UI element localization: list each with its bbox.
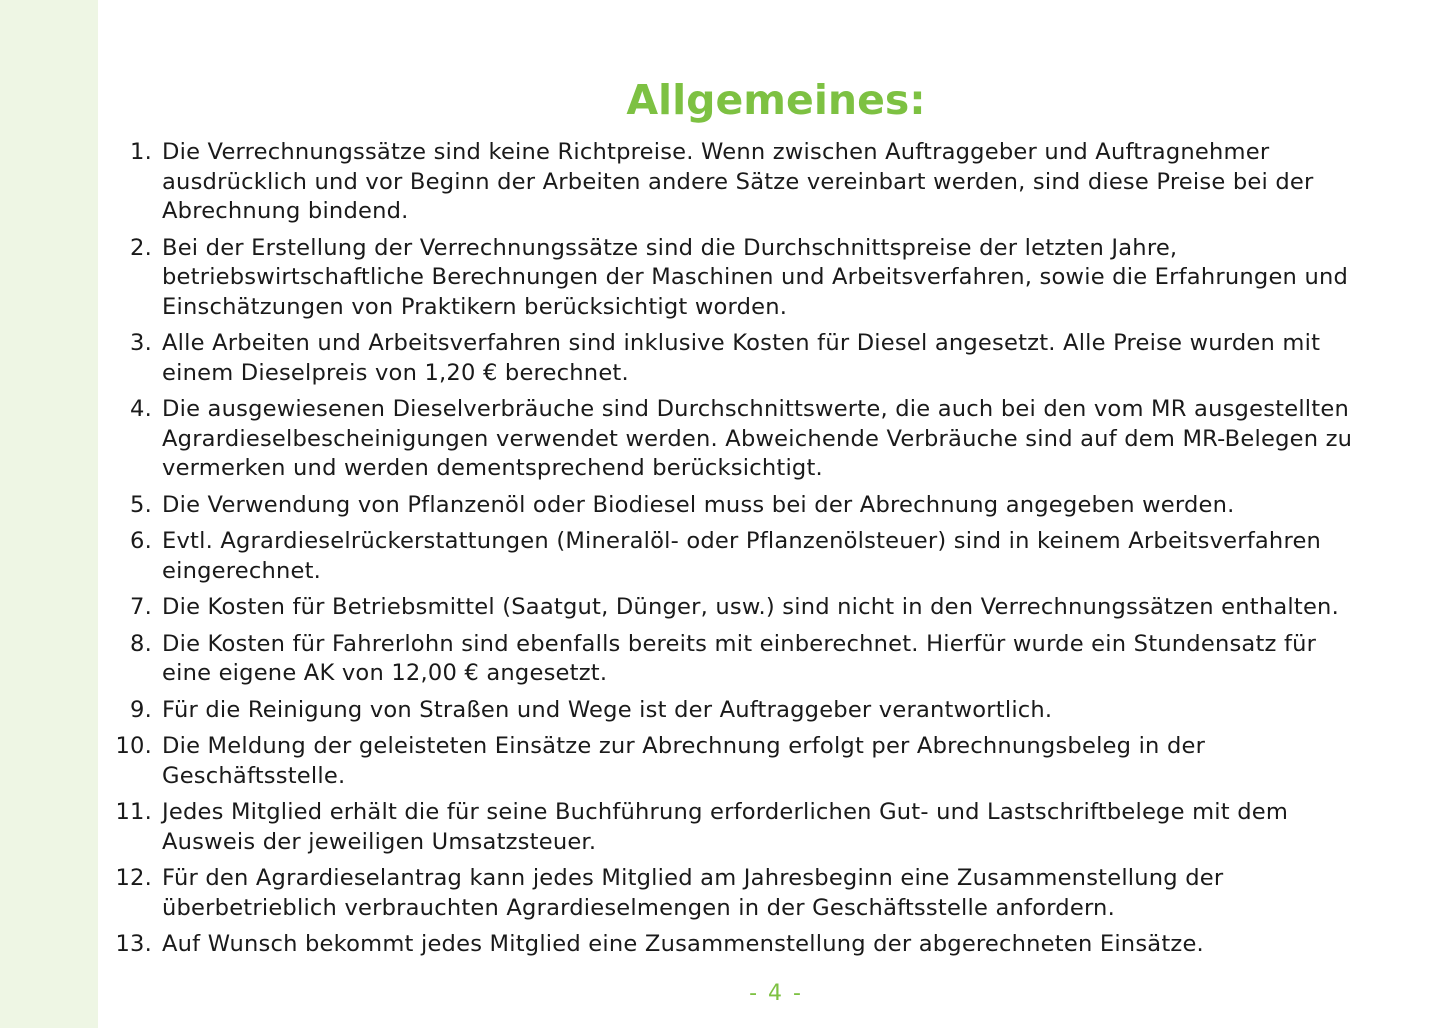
item-number: 7.	[130, 594, 152, 620]
item-text: Für den Agrardieselantrag kann jedes Mitglied am Jahresbeginn eine Zusammenstellung der überbetrieblich verbrauchten Agrardieselmengen in der Geschäftsstelle anfordern.	[162, 865, 1224, 921]
list-item	[110, 491, 1354, 521]
list-item	[110, 395, 1354, 484]
item-number: 2.	[130, 234, 152, 261]
list-item	[110, 930, 1354, 960]
item-number: 10.	[115, 733, 152, 759]
list-item	[110, 696, 1354, 726]
item-text: Auf Wunsch bekommt jedes Mitglied eine Zusammenstellung der abgerechneten Einsätze.	[162, 931, 1204, 957]
list-item	[110, 798, 1354, 857]
item-number: 13.	[115, 931, 152, 957]
side-band	[0, 0, 98, 1028]
list-item	[110, 732, 1354, 791]
list-item	[110, 593, 1354, 623]
item-text: Jedes Mitglied erhält die für seine Buchführung erforderlichen Gut- und Lastschriftbelege mit dem Ausweis der jeweiligen Umsatzsteuer.	[162, 799, 1289, 855]
item-number: 9.	[130, 696, 152, 723]
list-item	[110, 864, 1354, 923]
item-number: 8.	[130, 630, 152, 657]
list-item	[110, 630, 1354, 689]
list-item	[110, 527, 1354, 586]
item-text: Die Kosten für Fahrerlohn sind ebenfalls bereits mit einberechnet. Hierfür wurde ein Stundensatz für eine eigene AK von 12,00 € angesetzt.	[162, 630, 1317, 686]
item-number: 12.	[115, 865, 152, 891]
item-number: 11.	[115, 799, 152, 825]
item-number: 5.	[130, 491, 152, 518]
item-text: Für die Reinigung von Straßen und Wege ist der Auftraggeber verantwortlich.	[162, 696, 1053, 723]
rules-list	[110, 138, 1354, 967]
item-text: Alle Arbeiten und Arbeitsverfahren sind inklusive Kosten für Diesel angesetzt. Alle Preise wurden mit einem Dieselpreis von 1,20 € berechnet.	[162, 330, 1321, 386]
item-text: Die Verwendung von Pflanzenöl oder Biodiesel muss bei der Abrechnung angegeben werden.	[162, 491, 1235, 518]
item-number: 3.	[130, 330, 152, 356]
item-number: 6.	[130, 528, 152, 554]
item-text: Die Meldung der geleisteten Einsätze zur Abrechnung erfolgt per Abrechnungsbeleg in der Geschäftsstelle.	[162, 733, 1206, 789]
page-title: Allgemeines:	[626, 76, 926, 124]
item-text: Die Kosten für Betriebsmittel (Saatgut, Dünger, usw.) sind nicht in den Verrechnungssätzen enthalten.	[162, 594, 1339, 620]
list-item	[110, 234, 1354, 323]
item-number: 1.	[130, 139, 152, 165]
item-text: Die Verrechnungssätze sind keine Richtpreise. Wenn zwischen Auftraggeber und Auftragnehmer ausdrücklich und vor Beginn der Arbeiten andere Sätze vereinbart werden, sind diese Preise bei der Abrechnung bindend.	[162, 139, 1314, 224]
item-text: Bei der Erstellung der Verrechnungssätze sind die Durchschnittspreise der letzten Jahre, betriebswirtschaftliche Berechnungen der Maschinen und Arbeitsverfahren, sowie die Erfahrungen und Einschätzungen von Praktikern berücksichtigt worden.	[162, 234, 1349, 320]
page-number: - 4 -	[749, 981, 803, 1006]
item-text: Die ausgewiesenen Dieselverbräuche sind Durchschnittswerte, die auch bei den vom MR ausgestellten Agrardieselbescheinigungen verwendet werden. Abweichende Verbräuche sind auf dem MR-Belegen zu vermerken und werden dementsprechend berücksichtigt.	[162, 396, 1353, 481]
item-number: 4.	[130, 396, 152, 422]
list-item	[110, 138, 1354, 227]
item-text: Evtl. Agrardieselrückerstattungen (Mineralöl- oder Pflanzenölsteuer) sind in keinem Arbeitsverfahren eingerechnet.	[162, 528, 1322, 584]
list-item	[110, 329, 1354, 388]
